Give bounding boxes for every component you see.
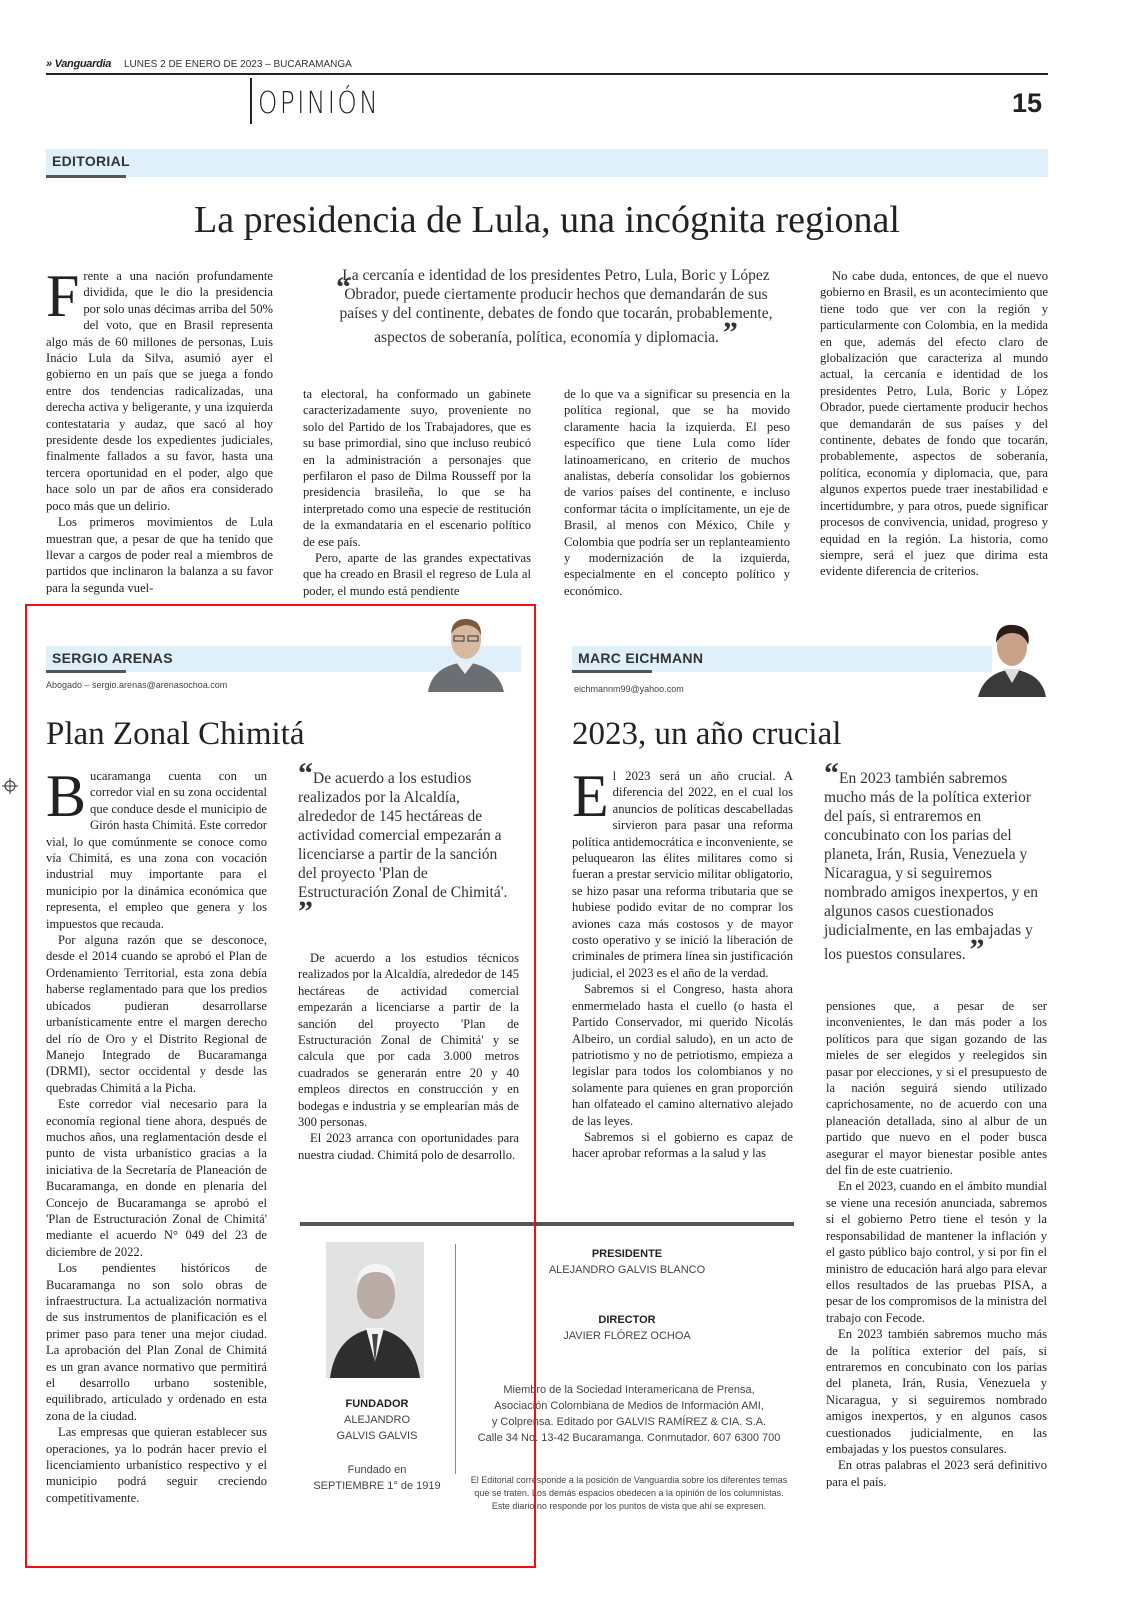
section-title: OPINIÓN bbox=[258, 86, 381, 121]
editorial-col-3: de lo que va a significar su presencia en la política regional, que se ha movido claramente hacia la izquierda. El peso específico que tiene Lula como líder latinoamericano, en criterio de muchos analistas, debería consolidar los gobiernos de varios países del continente, e incluso conformar tácita o implícitamente, un eje de Brasil, al menos con México, Chile y Colombia que podría ser un replanteamiento y modernización de la izquierda, especialmente en el concepto político y económico. bbox=[564, 387, 790, 598]
president-name: ALEJANDRO GALVIS BLANCO bbox=[548, 1264, 706, 1276]
membership-info: Miembro de la Sociedad Interamericana de Prensa, Asociación Colombiana de Medios de Información AMI, y Colprensa. Editado por GALVIS RAMÍREZ & CIA. S.A. Calle 34 No. 13-42 Bucaramanga. Conmutador. 607 6300 700 bbox=[477, 1384, 781, 1444]
arenas-email: Abogado – sergio.arenas@arenasochoa.com bbox=[46, 680, 228, 690]
editorial-col-1: Frente a una nación profundamente dividida, que le dio la presidencia por solo unas décimas arriba del 50% del voto, que en Brasil representa algo más de 60 millones de personas, Luis Inácio Lula da Silva, asumió ayer el gobierno en un país que se juega a fondo entre dos tendencias radicalizadas, una derecha activa y beligerante, y una izquierda contestataria y audaz, que sacó al hoy presidente desde los expedientes judiciales, finalmente fallados a su favor, hasta una tercera oportunidad en el poder, algo que hace solo un par de años era considerado poco más que un delirio. Los primeros movimientos de Lula muestran que, a pesar de que ha tenido que llevar a cargos de poder real a miembros de partidos que inclinaron la balanza a su favor para la segunda vuel- bbox=[46, 263, 273, 595]
dropcap: E bbox=[572, 763, 609, 829]
eichmann-band-mark bbox=[572, 670, 652, 673]
arenas-col-2: De acuerdo a los estudios técnicos realizados por la Alcaldía, alrededor de 145 hectáreas de actividad comercial empezarán a licenciarse a partir de la sanción del proyecto 'Plan de Estructuración Zonal de Chimitá' y se calcula que por cada 3.000 metros cuadrados se generarán entre 20 y 40 empleos directos en construcción y en bodegas e industria y se emplearían más de 300 personas. El 2023 arranca con oportunidades para nuestra ciudad. Chimitá polo de desarrollo. bbox=[298, 951, 519, 1162]
arenas-author: SERGIO ARENAS bbox=[52, 650, 173, 666]
founded-line-1: Fundado en bbox=[347, 1464, 407, 1476]
page-number: 15 bbox=[1012, 88, 1043, 118]
close-quote-icon: ” bbox=[722, 316, 738, 349]
dateline: LUNES 2 DE ENERO DE 2023 – BUCARAMANGA bbox=[124, 59, 352, 70]
eichmann-pull-quote: “En 2023 también sabremos mucho más de la política exterior del país, si entraremos en concubinato con los parias del planeta, Irán, Rusia, Venezuela y Nicaragua, y si seguiremos nombrado amigos inexpertos, y en algunos casos cuestionados judicialmente, en las embajadas y los puestos consulares. ” bbox=[824, 757, 1038, 966]
editorial-label: EDITORIAL bbox=[52, 153, 130, 169]
brand-logo: » Vanguardia bbox=[46, 58, 112, 70]
open-quote-icon: “ bbox=[824, 757, 839, 790]
section-divider bbox=[250, 78, 252, 124]
editorial-pull-quote: “ La cercanía e identidad de los presidentes Petro, Lula, Boric y López Obrador, puede ciertamente producir hechos que demandarán de sus países y del continente, debates de fondo que tocarán, probablemente, aspectos de soberanía, política, economía y diplomacia. ” bbox=[336, 267, 773, 349]
arenas-col-1: Bucaramanga cuenta con un corredor vial en su zona occidental que conduce desde el municipio de Girón hasta Chimitá. Este corredor vial, lo que comúnmente se conoce como vía Chimitá, es una zona con vocación industrial muy importante para el municipio por la dinámica económica que representa, el empleo que genera y los impuestos que recauda. Por alguna razón que se desconoce, desde el 2014 cuando se aprobó el Plan de Ordenamiento Territorial, esta zona debía haberse reglamentado para que los predios ubicados pudieran desarrollarse urbanísticamente entre el margen derecho del río de Oro y el Distrito Regional de Manejo Integrado de Bucaramanga (DRMI), sector occidental y desde las quebradas Chimitá a la Picha. Este corredor vial necesario para la economía regional tiene ahora, después de muchos años, una reglamentación desde el punto de vista urbanístico gracias a la iniciativa de la Secretaría de Planeación de Bucaramanga, en donde en plenaria del Concejo de Bucaramanga se aprobó el 'Plan de Estructuración Zonal de Chimitá' mediante el acuerdo N° 049 del 23 de diciembre de 2022. Los pendientes históricos de Bucaramanga no son solo obras de infraestructura. La actualización normativa de sus instrumentos de planificación es el primer paso para tener una mejor ciudad. La aprobación del Plan Zonal de Chimitá es un gran avance normativo que permitirá el desarrollo urbano sostenible, equilibrado, articulado y ordenado en esta zona de la ciudad. Las empresas que quieran establecer sus operaciones, ya lo podrán hacer previo el licenciamiento urbanístico respectivo y el municipio podrá seguir creciendo competitivamente. bbox=[46, 763, 267, 1505]
dropcap: B bbox=[46, 763, 87, 829]
open-quote-icon: “ bbox=[336, 271, 351, 304]
arenas-headline: Plan Zonal Chimitá bbox=[46, 716, 305, 752]
editorial-col-2: ta electoral, ha conformado un gabinete caracterizadamente suyo, proveniente no solo del Partido de los Trabajadores, que es su base primordial, sino que incluso reubicó en la administración a personajes que perfilaron el paso de Dilma Rousseff por la presidencia brasileña, lo que se ha interpretado como una especie de restitución de la exmandataria en el escenario político de ese país. Pero, aparte de las grandes expectativas que ha creado en Brasil el regreso de Lula al poder, el mundo está pendiente bbox=[303, 387, 531, 598]
dropcap: F bbox=[46, 263, 80, 329]
header-rule bbox=[46, 73, 1048, 75]
president-label: PRESIDENTE bbox=[591, 1248, 663, 1260]
close-quote-icon: ” bbox=[969, 933, 985, 966]
founded-line-2: SEPTIEMBRE 1° de 1919 bbox=[313, 1480, 441, 1492]
open-quote-icon: “ bbox=[298, 757, 313, 790]
eichmann-avatar bbox=[976, 617, 1048, 697]
founder-label: FUNDADOR bbox=[345, 1398, 409, 1410]
editorial-headline: La presidencia de Lula, una incógnita regional bbox=[194, 199, 900, 241]
founder-name-2: GALVIS GALVIS bbox=[336, 1430, 418, 1442]
eichmann-col-2: pensiones que, a pesar de ser inconvenientes, le dan más poder a los políticos para que sigan gozando de las mieles de ser elegidos y reelegidos sin pasar por elecciones, y si el presupuesto de la nación seguirá siendo utilizado caprichosamente, no de acuerdo con una planeación detallada, sino al albur de un partido que nuevo en el poder busca asegurar el mayor bienestar posible antes del fin de este cuatrienio. En el 2023, cuando en el ámbito mundial se viene una recesión anunciada, sabremos si el gobierno Petro tiene el tesón y la responsabilidad de mantener la inflación y el gasto público bajo control, y si por fin el ministro de educación hará algo para elevar ellos resultados de las pruebas PISA, a pesar de los compromisos de la ministra del trabajo con Fecode. En 2023 también sabremos mucho más de la política exterior del país, si entraremos en concubinato con los parias del planeta, Irán, Rusia, Venezuela y Nicaragua, y si seguiremos nombrado amigos inexpertos, y en algunos casos cuestionados judicialmente, en las embajadas y los puestos consulares. En otras palabras el 2023 será definitivo para el país. bbox=[826, 999, 1047, 1489]
arenas-pull-quote: “De acuerdo a los estudios realizados por la Alcaldía, alrededor de 145 hectáreas de actividad comercial empezarán a licenciarse a partir de la sanción del proyecto 'Plan de Estructuración Zonal de Chimitá'. ” bbox=[298, 757, 508, 928]
director-label: DIRECTOR bbox=[598, 1314, 656, 1326]
eichmann-col-1: El 2023 será un año crucial. A diferencia del 2022, en el cual los anuncios de políticas descabelladas sirvieron para pasar una reforma política antidemocrática e inconveniente, se peluquearon las élites militares como si fueran a prestar servicio militar obligatorio, se hizo pasar una reforma tributaria que se hubiese podido evitar de no comprar los aviones caza más costosos y de mayor costo operativo y se inició la liberación de criminales de primera línea sin justificación judicial, el 2023 es el año de la verdad. Sabremos si el Congreso, hasta ahora enmermelado hasta el cuello (o hasta el Partido Conservador, mi querido Nicolás Albeiro, un cordial saludo), en un acto de patriotismo y no de petriotismo, empieza a legislar para todos los colombianos y no solamente para quienes en gran proporción han olfateado el camino alternativo alejado de las leyes. Sabremos si el gobierno es capaz de hacer aprobar reformas a la salud y las bbox=[572, 763, 793, 1161]
disclaimer: El Editorial corresponde a la posición de Vanguardia sobre los diferentes temas que se traten. Los demás espacios obedecen a la opinión de los columnistas. Este diario no responde por los puntos de vista que ahí se expresen. bbox=[470, 1475, 788, 1511]
director-name: JAVIER FLÓREZ OCHOA bbox=[563, 1330, 691, 1342]
highlight-box bbox=[25, 604, 536, 1568]
eichmann-author: MARC EICHMANN bbox=[578, 650, 704, 666]
editorial-col-4: No cabe duda, entonces, de que el nuevo gobierno en Brasil, es un acontecimiento que tiene todo que ver con la región y particularmente con Colombia, en la medida en que, además del efecto claro de globalización que caracteriza al mundo actual, la cercanía e identidad de los presidentes Petro, Lula, Boric y López Obrador, puede ciertamente producir hechos que demandarán de sus países y del continente, debates de fondo que tocarán, probablemente, aspectos de soberanía, política, economía y diplomacia, que, para algunos expertos puede traer inestabilidad e incertidumbre, y para otros, puede significar procesos de convivencia, unidad, progreso y equidad en la región. La historia, como siempre, será el juez que dirima esta evidente diferencia de criterios. bbox=[820, 269, 1048, 579]
close-quote-icon: ” bbox=[298, 895, 313, 928]
editorial-band bbox=[46, 149, 1048, 177]
eichmann-headline: 2023, un año crucial bbox=[572, 716, 842, 752]
eichmann-email: eichmannm99@yahoo.com bbox=[574, 684, 684, 694]
crop-mark-icon bbox=[2, 778, 18, 794]
editorial-band-mark bbox=[46, 175, 126, 178]
founder-name-1: ALEJANDRO bbox=[343, 1414, 411, 1426]
